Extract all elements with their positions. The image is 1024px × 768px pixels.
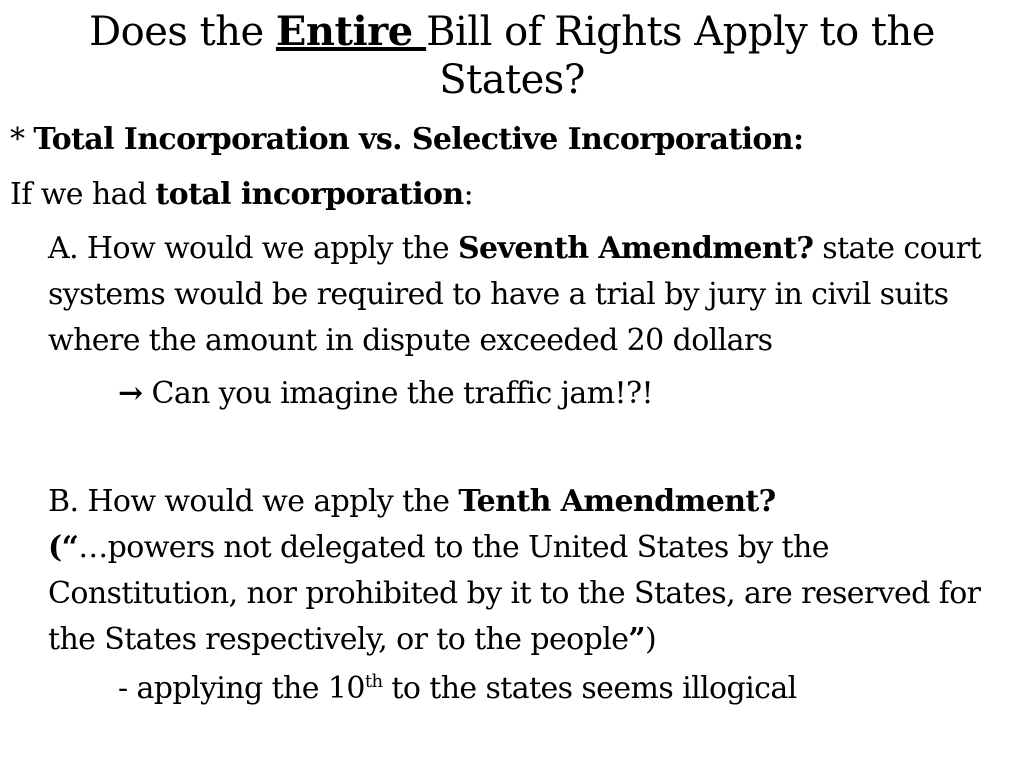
intro-suffix: : [463,177,474,212]
item-b-note-suffix: to the states seems illogical [382,671,797,706]
item-b-prefix: B. How would we apply the [48,484,459,519]
item-b-paragraph [48,479,998,663]
item-b-close-quote: ” [628,622,646,657]
item-a-paragraph [48,226,1003,364]
item-b-note-prefix: - applying the 10 [118,671,365,706]
title-emphasis: Entire [275,8,427,55]
paragraph-spacer [10,417,1010,479]
heading-text: Total Incorporation vs. Selective Incorporation: [33,122,804,157]
slide-body [10,116,1010,712]
slide-title [20,8,1004,104]
item-b-close-paren: ) [645,622,657,657]
item-b-bold: Tenth Amendment? [458,484,776,519]
heading-line [10,116,1010,163]
item-a-note-text: Can you imagine the traffic jam!?! [142,376,653,411]
item-a-prefix: A. How would we apply the [48,231,458,266]
title-prefix: Does the [89,9,276,55]
heading-bullet: * [10,122,34,157]
right-arrow-icon: → [118,376,143,411]
item-a-note [118,370,1010,417]
title-suffix: Bill of Rights Apply to the States? [426,9,935,103]
item-b-quote: …powers not delegated to the United States by the Constitution, nor prohibited by it to the States, are reserved for the States respectively, or to the people [48,530,981,657]
intro-prefix: If we had [10,177,156,212]
item-a-bold: Seventh Amendment? [457,231,814,266]
item-a-text: state court systems would be required to have a trial by jury in civil suits where the amount in dispute exceeded 20 dollars [48,231,981,358]
item-b-note-superscript: th [364,671,383,692]
item-b-note [118,665,1010,712]
item-b-open-quote: (“ [48,530,79,565]
intro-bold: total incorporation [155,177,464,212]
intro-line [10,171,1010,218]
